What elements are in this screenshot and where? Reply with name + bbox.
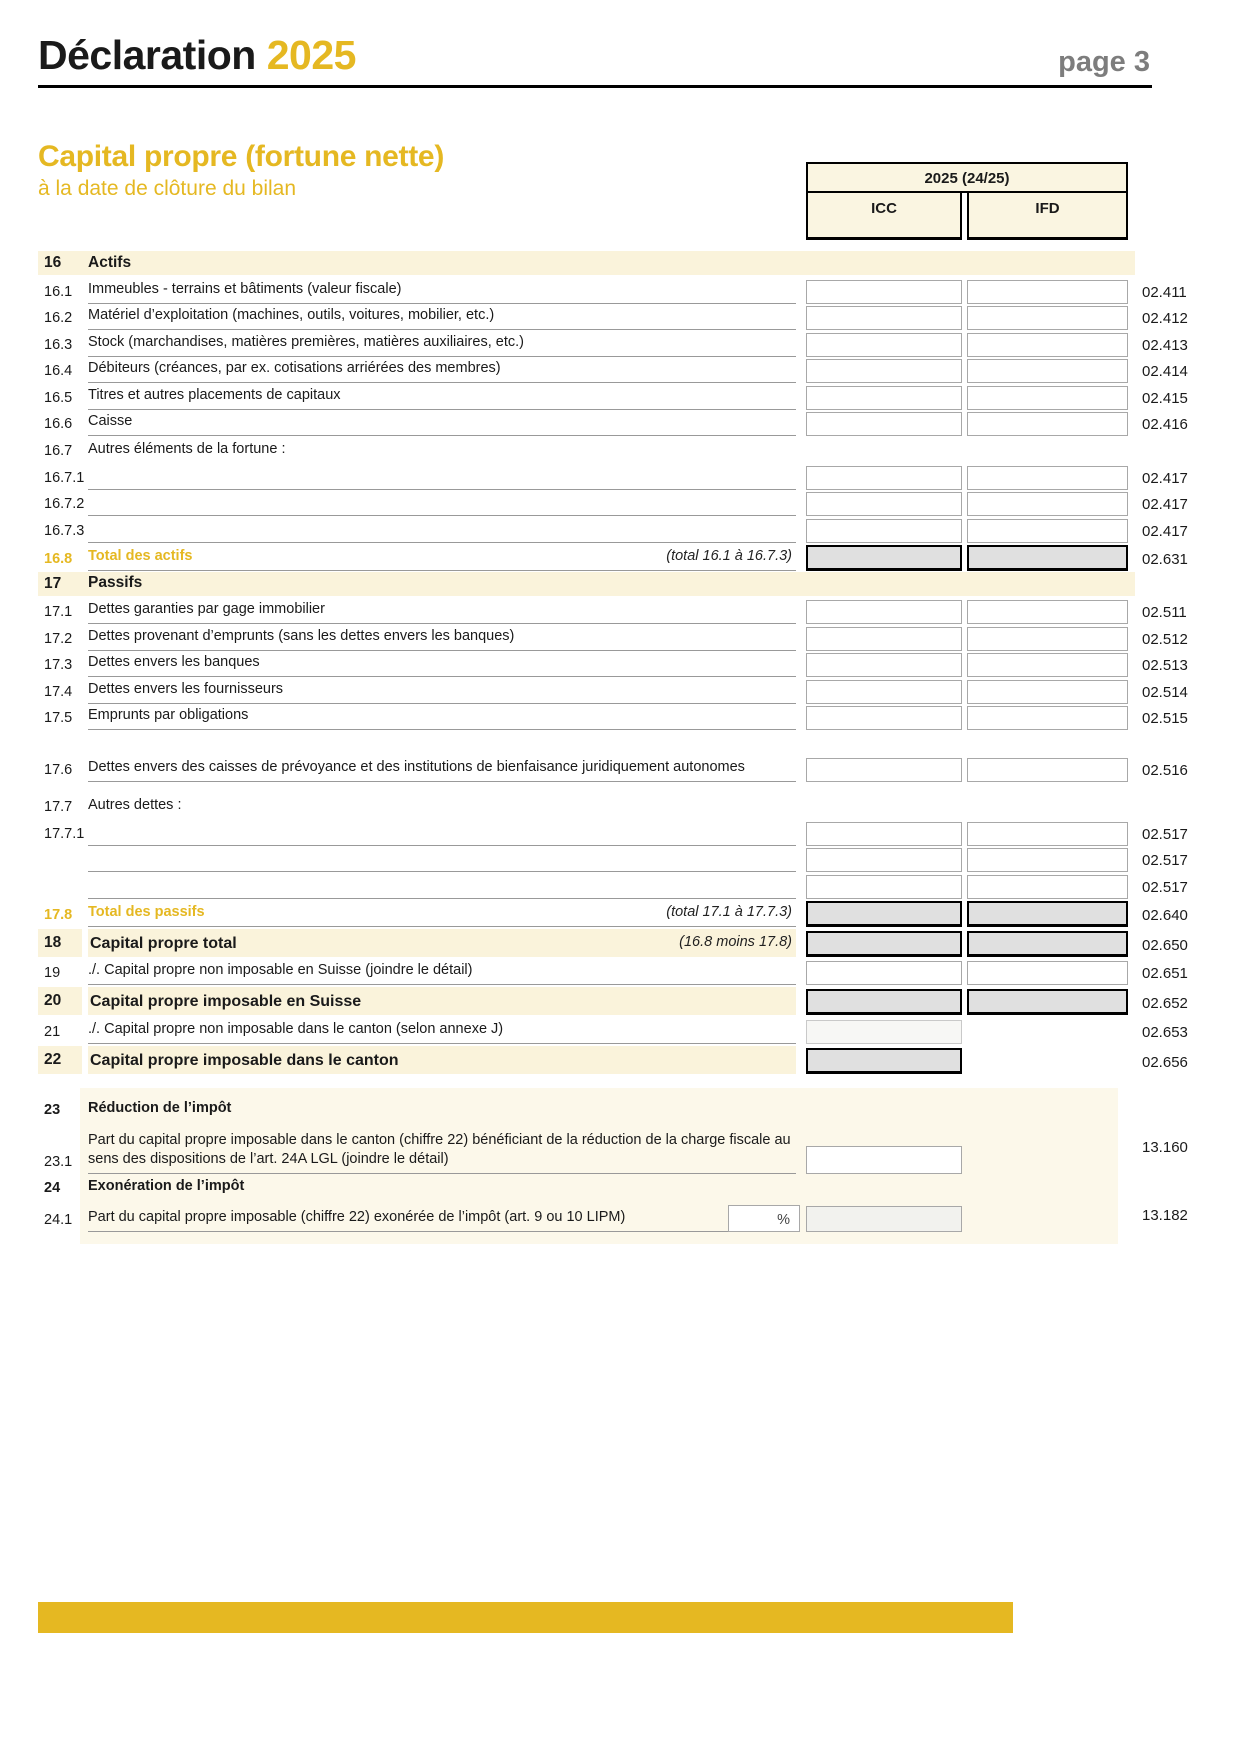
- row-number-24: 24: [44, 1179, 61, 1196]
- code-ref-17.6: 02.516: [1142, 762, 1188, 779]
- row-label-text-17.4: Dettes envers les fournisseurs: [88, 680, 284, 697]
- code-ref-16.5: 02.415: [1142, 389, 1188, 407]
- icc-input-16.6[interactable]: [806, 412, 962, 436]
- code-ref-16.3: 02.413: [1142, 336, 1188, 354]
- row-17: [38, 572, 1135, 596]
- row-label-text-17.1: Dettes garanties par gage immobilier: [88, 601, 325, 618]
- icc-input-17.8[interactable]: [806, 901, 962, 927]
- row-label-17.4: [88, 680, 796, 704]
- section-title-subtitle: à la date de clôture du bilan: [38, 177, 297, 200]
- row-16.2: [38, 304, 1190, 331]
- row-number-19: 19: [44, 965, 61, 981]
- row-label-text-17.6: Dettes envers des caisses de prévoyance et des institutions de bienfaisance juridiquement autonomes: [88, 759, 745, 776]
- ifd-input-18[interactable]: [967, 931, 1128, 957]
- ifd-input-17.5[interactable]: [967, 706, 1128, 730]
- row-16.6: [38, 410, 1190, 437]
- row-label-text-16.6: Caisse: [88, 413, 133, 430]
- icc-input-21[interactable]: [806, 1020, 962, 1044]
- section-title-main: Capital propre (fortune nette): [38, 140, 445, 173]
- row-label-text-23.1: Part du capital propre imposable dans le canton (chiffre 22) bénéficiant de la réduction de la charge fiscale au sens des dispositions de l’art. 24A LGL (joindre le détail): [88, 1131, 791, 1167]
- row-label-23.1: [88, 1131, 796, 1174]
- icc-input-16.7.2[interactable]: [806, 492, 962, 516]
- row-label-text-17.7: Autres dettes :: [88, 797, 182, 814]
- code-ref-20: 02.652: [1142, 995, 1188, 1012]
- row-label-text-17: Passifs: [88, 574, 143, 592]
- code-ref-17.3: 02.513: [1142, 657, 1188, 674]
- row-label-text-16.5: Titres et autres placements de capitaux: [88, 386, 341, 403]
- ifd-input-16.5[interactable]: [967, 386, 1128, 410]
- row-16.3: [38, 330, 1190, 357]
- ifd-input-16.8[interactable]: [967, 545, 1128, 571]
- section-title: [38, 140, 444, 201]
- row-label-22: [88, 1046, 796, 1074]
- row-17.6: [38, 730, 1190, 782]
- icc-input-20[interactable]: [806, 989, 962, 1015]
- code-ref-16.8: 02.631: [1142, 550, 1188, 568]
- page-number: page 3: [1058, 46, 1150, 78]
- row-note-16.8: (total 16.1 à 16.7.3): [666, 547, 792, 564]
- row-label-text-16.7: Autres éléments de la fortune :: [88, 441, 286, 458]
- row-label-text-22: Capital propre imposable dans le canton: [90, 1051, 399, 1069]
- code-ref-16.7.2: 02.417: [1142, 496, 1188, 513]
- row-number-16.7.1: 16.7.1: [44, 469, 85, 486]
- row-label-text-17.8: Total des passifs: [88, 903, 205, 920]
- row-label-24: [88, 1177, 1180, 1200]
- icc-input-16.5[interactable]: [806, 386, 962, 410]
- row-label-16.7: [88, 440, 1180, 463]
- row-number-16.4: 16.4: [44, 363, 73, 379]
- row-number-17: 17: [44, 574, 62, 592]
- reduction-exoneration-group: [38, 1088, 1190, 1244]
- row-16.7.3: [38, 516, 1190, 543]
- row-17.2: [38, 624, 1190, 651]
- row-number-24.1: 24.1: [44, 1211, 73, 1228]
- row-label-23: [88, 1099, 1180, 1122]
- tax-year-header: 2025 (24/25): [806, 162, 1128, 193]
- row-23.1: [38, 1122, 1190, 1174]
- icc-input-17.7.1[interactable]: [806, 822, 962, 846]
- row-label-20: [88, 987, 796, 1015]
- code-ref-21: 02.653: [1142, 1023, 1188, 1041]
- icc-input-17.6[interactable]: [806, 758, 962, 782]
- row-label-text-21: ./. Capital propre non imposable dans le canton (selon annexe J): [88, 1020, 504, 1037]
- code-ref-24.1: 13.182: [1142, 1207, 1188, 1224]
- ifd-input-r22[interactable]: [967, 875, 1128, 899]
- row-label-text-17.3: Dettes envers les banques: [88, 654, 260, 671]
- ifd-input-17.1[interactable]: [967, 600, 1128, 624]
- row-16.7: [38, 436, 1190, 463]
- icc-input-17.5[interactable]: [806, 706, 962, 730]
- row-label-16.6: [88, 412, 796, 436]
- row-label-17.6: [88, 758, 796, 782]
- row-number-23.1: 23.1: [44, 1153, 73, 1170]
- code-ref-17.1: 02.511: [1142, 604, 1187, 621]
- icc-input-r22[interactable]: [806, 875, 962, 899]
- row-number-17.2: 17.2: [44, 630, 73, 647]
- row-number-17.8: 17.8: [44, 906, 73, 923]
- row-23: [38, 1096, 1190, 1122]
- row-number-16.8: 16.8: [44, 550, 73, 567]
- row-number-16.6: 16.6: [44, 416, 73, 432]
- row-label-text-17.5: Emprunts par obligations: [88, 707, 249, 724]
- code-ref-16.7.3: 02.417: [1142, 522, 1188, 540]
- row-label-17.5: [88, 706, 796, 730]
- row-number-17.7: 17.7: [44, 799, 73, 815]
- row-label-text-16.1: Immeubles - terrains et bâtiments (valeur fiscale): [88, 280, 402, 297]
- row-number-17.5: 17.5: [44, 710, 73, 726]
- ifd-input-16.7.3[interactable]: [967, 519, 1128, 543]
- row-number-16.5: 16.5: [44, 389, 73, 406]
- icc-input-16.7.3[interactable]: [806, 519, 962, 543]
- row-16.8: [38, 543, 1190, 571]
- row-label-text-24.1: Part du capital propre imposable (chiffre 22) exonérée de l’impôt (art. 9 ou 10 LIPM): [88, 1208, 626, 1225]
- row-number-17.7.1: 17.7.1: [44, 825, 85, 842]
- row-label-16.8: [88, 547, 796, 571]
- row-label-16: [88, 253, 1125, 273]
- row-label-17.7: [88, 796, 1180, 819]
- code-ref-23.1: 13.160: [1142, 1139, 1188, 1156]
- icc-input-24.1[interactable]: [806, 1206, 962, 1232]
- code-ref-17.5: 02.515: [1142, 710, 1188, 727]
- row-label-16.4: [88, 359, 796, 383]
- row-17.7: [38, 792, 1190, 819]
- title-year: 2025: [266, 32, 356, 78]
- row-label-text-20: Capital propre imposable en Suisse: [90, 993, 362, 1010]
- code-ref-r22: 02.517: [1142, 878, 1188, 896]
- row-22: [38, 1046, 1190, 1074]
- code-ref-17.4: 02.514: [1142, 683, 1188, 701]
- row-r22: [38, 872, 1190, 899]
- capital-form: [38, 250, 1190, 1244]
- row-number-16: 16: [44, 254, 62, 271]
- ifd-input-17.7.1[interactable]: [967, 822, 1128, 846]
- row-17.3: [38, 651, 1190, 678]
- icc-input-19[interactable]: [806, 961, 962, 985]
- row-number-16.7.2: 16.7.2: [44, 496, 85, 512]
- ifd-input-17.4[interactable]: [967, 680, 1128, 704]
- code-ref-17.2: 02.512: [1142, 630, 1188, 648]
- row-label-17.3: [88, 653, 796, 677]
- ifd-input-16.7.2[interactable]: [967, 492, 1128, 516]
- row-24: [38, 1174, 1190, 1200]
- code-ref-16.6: 02.416: [1142, 416, 1188, 433]
- row-16: [38, 251, 1135, 275]
- ifd-input-16.6[interactable]: [967, 412, 1128, 436]
- code-ref-17.7.1: 02.517: [1142, 825, 1188, 843]
- row-19: [38, 959, 1190, 986]
- row-label-text-19: ./. Capital propre non imposable en Suisse (joindre le détail): [88, 962, 473, 979]
- row-label-19: [88, 961, 796, 985]
- row-label-17.8: [88, 903, 796, 927]
- ifd-input-20[interactable]: [967, 989, 1128, 1015]
- row-label-16.5: [88, 386, 796, 410]
- row-label-16.1: [88, 280, 796, 304]
- row-number-17.3: 17.3: [44, 657, 73, 673]
- ifd-input-r21[interactable]: [967, 848, 1128, 872]
- ifd-input-17.6[interactable]: [967, 758, 1128, 782]
- form-rows: [38, 251, 1190, 1074]
- page-header: [38, 30, 1152, 88]
- code-ref-22: 02.656: [1142, 1053, 1188, 1071]
- row-16.4: [38, 357, 1190, 384]
- row-16.1: [38, 277, 1190, 304]
- row-24.1: [38, 1200, 1190, 1232]
- group-rows: [38, 1096, 1190, 1232]
- ifd-input-16.4[interactable]: [967, 359, 1128, 383]
- row-17.5: [38, 704, 1190, 731]
- column-header-ifd: IFD: [967, 191, 1128, 240]
- code-ref-17.8: 02.640: [1142, 906, 1188, 924]
- title-declaration: Déclaration: [38, 32, 256, 78]
- row-17.4: [38, 677, 1190, 704]
- footer-accent-bar: [38, 1602, 1013, 1633]
- icc-input-16.2[interactable]: [806, 306, 962, 330]
- row-label-17.1: [88, 600, 796, 624]
- row-label-text-16.3: Stock (marchandises, matières premières, matières auxiliaires, etc.): [88, 333, 524, 350]
- row-number-20: 20: [38, 987, 82, 1015]
- row-label-text-16: Actifs: [88, 253, 132, 271]
- ifd-input-16.3[interactable]: [967, 333, 1128, 357]
- icc-input-17.4[interactable]: [806, 680, 962, 704]
- row-17.8: [38, 899, 1190, 927]
- icc-input-18[interactable]: [806, 931, 962, 957]
- row-label-24.1: [88, 1208, 796, 1232]
- icc-input-17.3[interactable]: [806, 653, 962, 677]
- ifd-input-17.8[interactable]: [967, 901, 1128, 927]
- icc-input-r21[interactable]: [806, 848, 962, 872]
- row-number-16.3: 16.3: [44, 336, 73, 353]
- row-number-16.1: 16.1: [44, 283, 73, 300]
- row-label-text-16.8: Total des actifs: [88, 547, 193, 564]
- column-header-icc: ICC: [806, 191, 962, 240]
- row-17.7.1: [38, 819, 1190, 846]
- icc-input-23.1[interactable]: [806, 1146, 962, 1174]
- icc-input-17.2[interactable]: [806, 627, 962, 651]
- row-number-17.1: 17.1: [44, 604, 73, 620]
- code-ref-16.2: 02.412: [1142, 310, 1188, 327]
- row-label-16.3: [88, 333, 796, 357]
- icc-input-16.8[interactable]: [806, 545, 962, 571]
- ifd-input-16.1[interactable]: [967, 280, 1128, 304]
- ifd-input-17.3[interactable]: [967, 653, 1128, 677]
- ifd-input-16.2[interactable]: [967, 306, 1128, 330]
- page-title: [38, 32, 356, 79]
- row-16.7.1: [38, 463, 1190, 490]
- icc-input-16.3[interactable]: [806, 333, 962, 357]
- row-number-16.7.3: 16.7.3: [44, 522, 85, 539]
- icc-input-16.1[interactable]: [806, 280, 962, 304]
- code-ref-18: 02.650: [1142, 936, 1188, 954]
- code-ref-19: 02.651: [1142, 965, 1188, 982]
- row-number-17.4: 17.4: [44, 683, 73, 700]
- row-label-21: [88, 1020, 796, 1044]
- row-16.7.2: [38, 490, 1190, 517]
- row-number-16.7: 16.7: [44, 443, 73, 459]
- row-label-text-24: Exonération de l’impôt: [88, 1177, 245, 1194]
- row-number-22: 22: [38, 1046, 82, 1074]
- row-number-18: 18: [38, 929, 82, 957]
- row-number-17.6: 17.6: [44, 762, 73, 778]
- row-label-18: [88, 929, 796, 957]
- row-number-23: 23: [44, 1101, 61, 1118]
- row-label-text-23: Réduction de l’impôt: [88, 1099, 232, 1116]
- row-number-21: 21: [44, 1023, 61, 1040]
- row-note-17.8: (total 17.1 à 17.7.3): [666, 903, 792, 920]
- icc-input-22[interactable]: [806, 1048, 962, 1074]
- code-ref-16.7.1: 02.417: [1142, 469, 1188, 487]
- row-label-17.2: [88, 627, 796, 651]
- row-note-18: (16.8 moins 17.8): [679, 933, 792, 950]
- row-label-16.2: [88, 306, 796, 330]
- percent-input-24.1[interactable]: %: [728, 1205, 800, 1232]
- code-ref-16.1: 02.411: [1142, 283, 1187, 301]
- row-label-text-18: Capital propre total: [90, 934, 237, 952]
- row-20: [38, 987, 1190, 1015]
- code-ref-16.4: 02.414: [1142, 363, 1188, 380]
- icc-input-16.4[interactable]: [806, 359, 962, 383]
- row-label-text-17.2: Dettes provenant d’emprunts (sans les dettes envers les banques): [88, 627, 515, 644]
- icc-input-16.7.1[interactable]: [806, 466, 962, 490]
- ifd-input-19[interactable]: [967, 961, 1128, 985]
- icc-input-17.1[interactable]: [806, 600, 962, 624]
- code-ref-r21: 02.517: [1142, 852, 1188, 869]
- row-label-text-16.2: Matériel d’exploitation (machines, outils, voitures, mobilier, etc.): [88, 307, 495, 324]
- row-17.1: [38, 598, 1190, 625]
- ifd-input-17.2[interactable]: [967, 627, 1128, 651]
- row-r21: [38, 846, 1190, 873]
- row-number-16.2: 16.2: [44, 310, 73, 326]
- row-label-text-16.4: Débiteurs (créances, par ex. cotisations arriérées des membres): [88, 360, 501, 377]
- row-21: [38, 1017, 1190, 1044]
- ifd-input-16.7.1[interactable]: [967, 466, 1128, 490]
- row-label-17: [88, 573, 1125, 593]
- row-16.5: [38, 383, 1190, 410]
- row-18: [38, 929, 1190, 957]
